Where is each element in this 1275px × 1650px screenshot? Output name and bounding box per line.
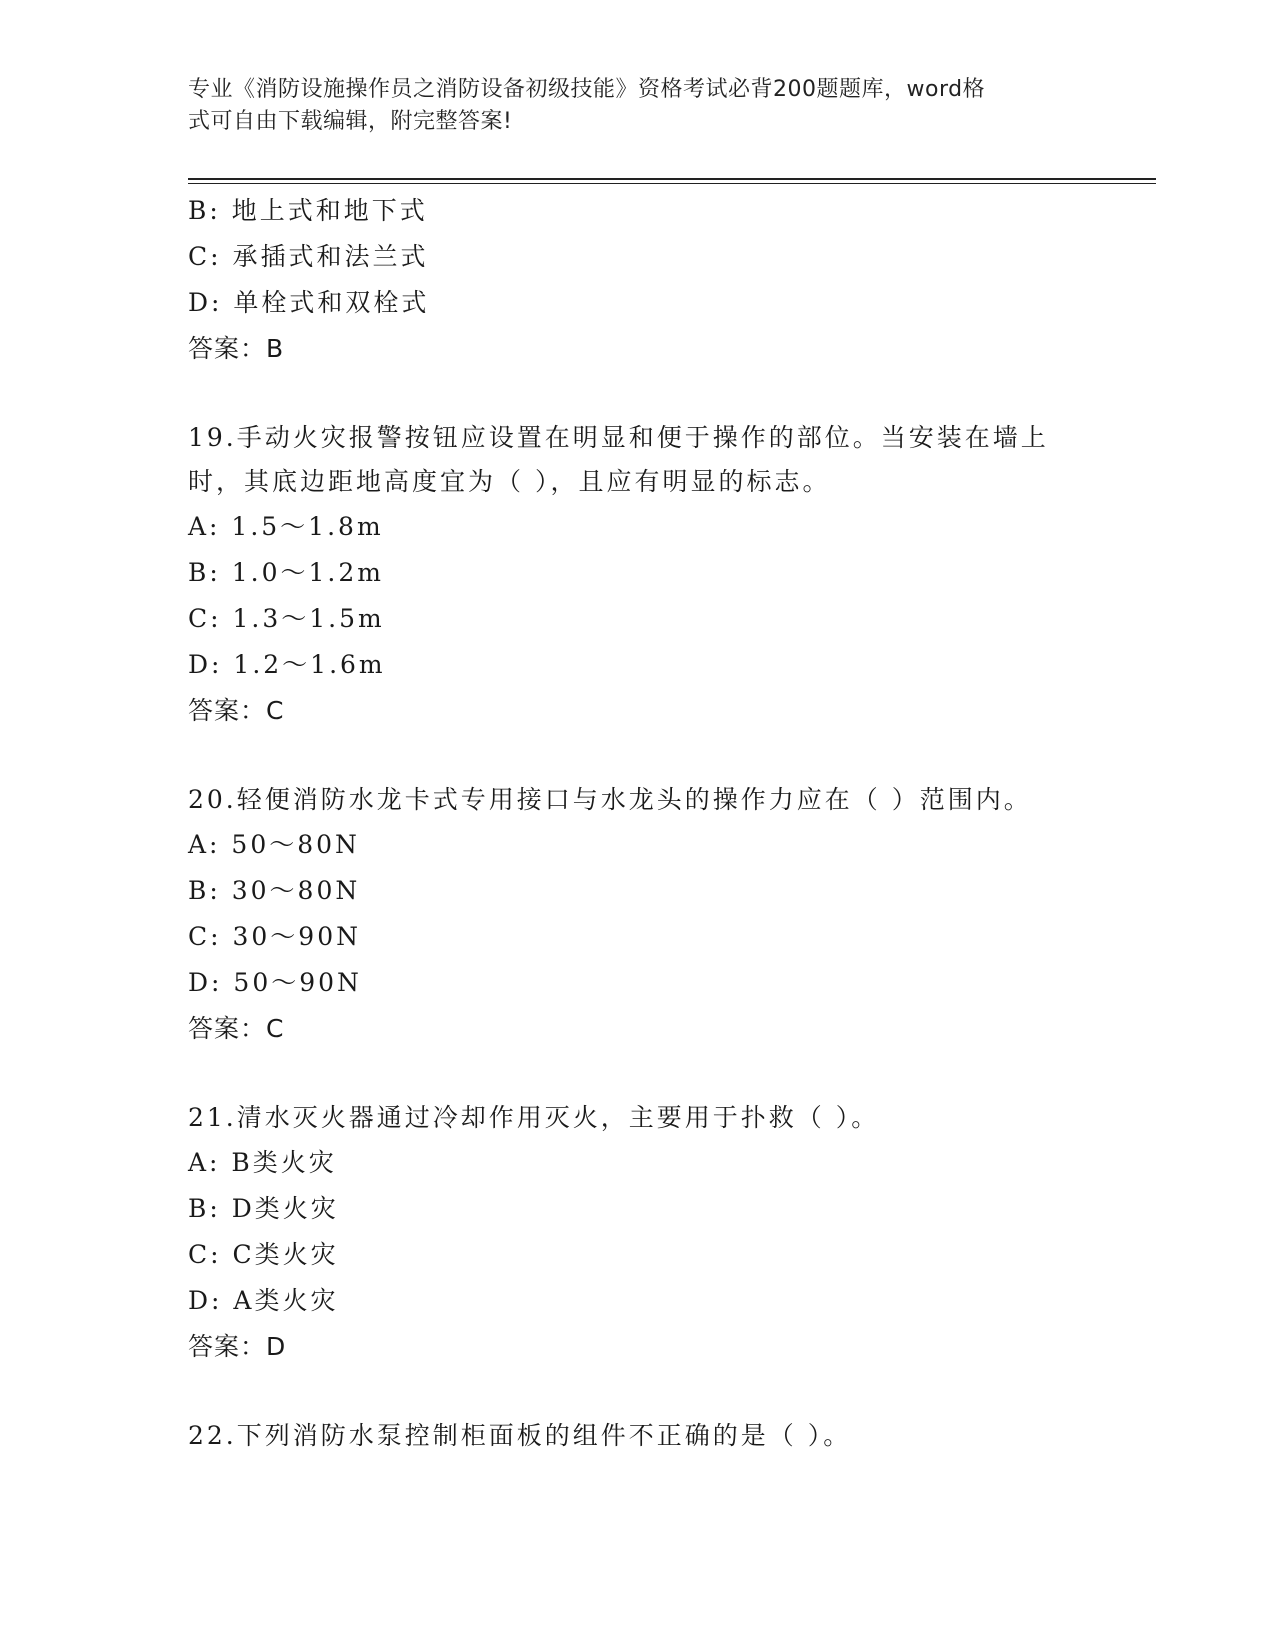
option-d: D: 50～90N bbox=[188, 968, 362, 997]
option-d: D: 1.2～1.6m bbox=[188, 650, 386, 679]
question-content bbox=[188, 188, 1088, 1458]
answer-line: 答案：B bbox=[188, 334, 285, 363]
question-21 bbox=[188, 1096, 1088, 1370]
question-stem: 22.下列消防水泵控制柜面板的组件不正确的是（ ）。 bbox=[188, 1421, 852, 1450]
question-gap bbox=[188, 1052, 1088, 1096]
option-d: D: 单栓式和双栓式 bbox=[188, 288, 430, 317]
question-19 bbox=[188, 416, 1088, 734]
question-stem-line-2: 时，其底边距地高度宜为（ ），且应有明显的标志。 bbox=[188, 467, 831, 496]
option-a: A: B类火灾 bbox=[188, 1148, 337, 1177]
header-line-2: 式可自由下载编辑，附完整答案! bbox=[188, 109, 513, 134]
option-a: A: 1.5～1.8m bbox=[188, 512, 384, 541]
option-a: A: 50～80N bbox=[188, 830, 360, 859]
question-stem: 21.清水灭火器通过冷却作用灭火，主要用于扑救（ ）。 bbox=[188, 1103, 880, 1132]
question-20 bbox=[188, 778, 1088, 1052]
answer-line: 答案：C bbox=[188, 696, 285, 725]
header-rule-thin bbox=[188, 183, 1156, 184]
question-22 bbox=[188, 1414, 1088, 1458]
option-d: D: A类火灾 bbox=[188, 1286, 339, 1315]
header-line-1: 专业《消防设施操作员之消防设备初级技能》资格考试必背200题题库，word格 bbox=[188, 77, 986, 102]
question-stem-line-1: 19.手动火灾报警按钮应设置在明显和便于操作的部位。当安装在墙上 bbox=[188, 423, 1049, 452]
option-c: C: C类火灾 bbox=[188, 1240, 339, 1269]
question-stem: 20.轻便消防水龙卡式专用接口与水龙头的操作力应在（ ）范围内。 bbox=[188, 785, 1032, 814]
question-gap bbox=[188, 1370, 1088, 1414]
option-c: C: 30～90N bbox=[188, 922, 361, 951]
header-rule-thick bbox=[188, 178, 1156, 180]
question-fragment bbox=[188, 188, 1088, 372]
option-b: B: 1.0～1.2m bbox=[188, 558, 384, 587]
question-gap bbox=[188, 372, 1088, 416]
question-gap bbox=[188, 734, 1088, 778]
option-b: B: 30～80N bbox=[188, 876, 361, 905]
document-header bbox=[188, 74, 1068, 138]
option-c: C: 1.3～1.5m bbox=[188, 604, 385, 633]
option-b: B: D类火灾 bbox=[188, 1194, 339, 1223]
answer-line: 答案：D bbox=[188, 1332, 287, 1361]
option-c: C: 承插式和法兰式 bbox=[188, 242, 429, 271]
answer-line: 答案：C bbox=[188, 1014, 285, 1043]
option-b: B: 地上式和地下式 bbox=[188, 196, 428, 225]
